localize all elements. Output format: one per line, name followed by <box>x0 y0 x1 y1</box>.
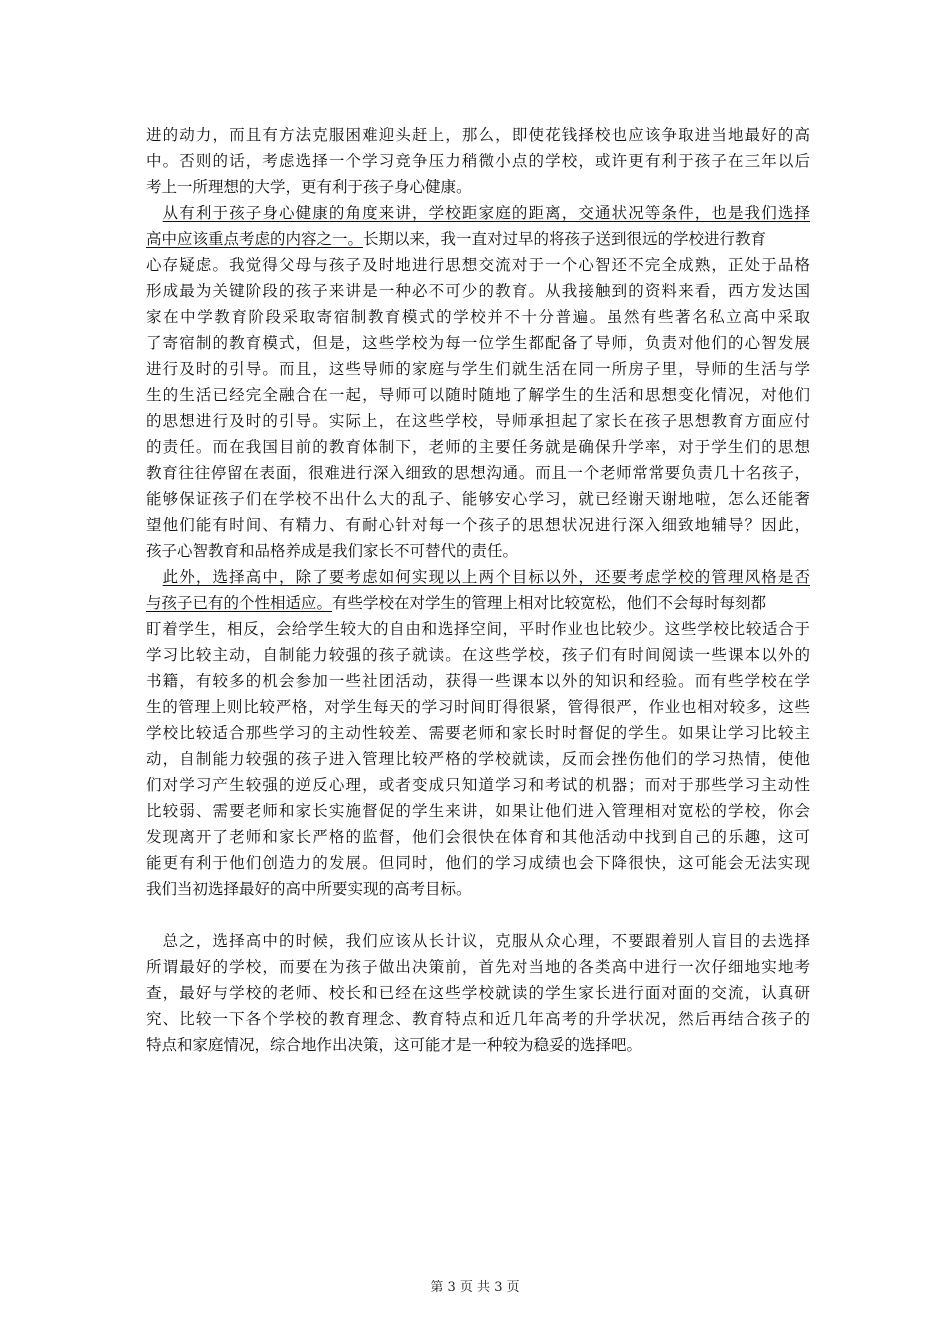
text-line <box>146 564 810 590</box>
underlined-text: 高中应该重点考虑的内容之一。 <box>146 230 364 248</box>
text-line <box>146 590 810 616</box>
text-line: 考上一所理想的大学，更有利于孩子身心健康。 <box>146 178 472 196</box>
text-line: 心存疑虑。我觉得父母与孩子及时地进行思想交流对于一个心智还不完全成熟，正处于品格 <box>146 256 810 274</box>
text-line: 学校比较适合那些学习的主动性较差、需要老师和家长时时督促的学生。如果让学习比较主 <box>146 724 810 742</box>
text-line: 的思想进行及时的引导。实际上，在这些学校，导师承担起了家长在孩子思想教育方面应付 <box>146 412 810 430</box>
text-line <box>146 928 810 954</box>
page-number-footer: 第 3 页 共 3 页 <box>430 1280 520 1295</box>
text-line: 我们当初选择最好的高中所要实现的高考目标。 <box>146 880 472 898</box>
paragraph-continuation <box>146 122 810 200</box>
text-line: 望他们能有时间、有精力、有耐心针对每一个孩子的思想状况进行深入细致地辅导？因此， <box>146 516 810 534</box>
text-segment: 长期以来，我一直对过早的将孩子送到很远的学校进行教育 <box>363 230 767 248</box>
text-line: 孩子心智教育和品格养成是我们家长不可替代的责任。 <box>146 542 519 560</box>
text-line: 教育往往停留在表面，很难进行深入细致的思想沟通。而且一个老师常常要负责几十名孩子， <box>146 464 810 482</box>
text-line: 了寄宿制的教育模式，但是，这些学校为每一位学生都配备了导师，负责对他们的心智发展 <box>146 334 810 352</box>
text-line: 生的管理上则比较严格，对学生每天的学习时间盯得很紧，管得很严，作业也相对较多，这些 <box>146 698 810 716</box>
underlined-text: 从有利于孩子身心健康的角度来讲，学校距家庭的距离，交通状况等条件，也是我们选择 <box>162 204 810 222</box>
text-line: 进的动力，而且有方法克服困难迎头赶上，那么，即使花钱择校也应该争取进当地最好的高 <box>146 126 810 144</box>
text-line: 动，自制能力较强的孩子进入管理比较严格的学校就读，反而会挫伤他们的学习热情，使他 <box>146 750 810 768</box>
text-line: 查，最好与学校的老师、校长和已经在这些学校就读的学生家长进行面对面的交流，认真研 <box>146 984 810 1002</box>
text-line: 学习比较主动，自制能力较强的孩子就读。在这些学校，孩子们有时间阅读一些课本以外的 <box>146 646 810 664</box>
text-line: 特点和家庭情况，综合地作出决策，这可能才是一种较为稳妥的选择吧。 <box>146 1036 643 1054</box>
paragraph-management-style <box>146 564 810 902</box>
text-line: 书籍，有较多的机会参加一些社团活动，获得一些课本以外的知识和经验。而有些学校在学 <box>146 672 810 690</box>
text-line: 生的生活已经完全融合在一起，导师可以随时随地了解学生的生活和思想变化情况，对他们 <box>146 386 810 404</box>
text-line: 比较弱、需要老师和家长实施督促的学生来讲，如果让他们进入管理相对宽松的学校，你会 <box>146 802 810 820</box>
text-line: 的责任。而在我国目前的教育体制下，老师的主要任务就是确保升学率，对于学生们的思想 <box>146 438 810 456</box>
text-line: 究、比较一下各个学校的教育理念、教育特点和近几年高考的升学状况，然后再结合孩子的 <box>146 1010 810 1028</box>
paragraph-distance <box>146 200 810 564</box>
text-line: 家在中学教育阶段采取寄宿制教育模式的学校并不十分普遍。虽然有些著名私立高中采取 <box>146 308 810 326</box>
underlined-text: 与孩子已有的个性相适应。 <box>146 594 333 612</box>
text-line <box>146 226 810 252</box>
underlined-text: 此外，选择高中，除了要考虑如何实现以上两个目标以外，还要考虑学校的管理风格是否 <box>162 568 810 586</box>
text-line: 盯着学生，相反，会给学生较大的自由和选择空间，平时作业也比较少。这些学校比较适合于 <box>146 620 810 638</box>
paragraph-conclusion <box>146 928 810 1058</box>
text-segment: 总之，选择高中的时候，我们应该从长计议，克服从众心理，不要跟着别人盲目的去选择 <box>162 932 810 950</box>
text-line <box>146 200 810 226</box>
text-segment: 有些学校在对学生的管理上相对比较宽松，他们不会每时每刻都 <box>332 594 767 612</box>
text-line: 能够保证孩子们在学校不出什么大的乱子、能够安心学习，就已经谢天谢地啦，怎么还能奢 <box>146 490 810 508</box>
text-line: 发现离开了老师和家长严格的监督，他们会很快在体育和其他活动中找到自己的乐趣，这可 <box>146 828 810 846</box>
text-line: 中。否则的话，考虑选择一个学习竞争压力稍微小点的学校，或许更有利于孩子在三年以后 <box>146 152 810 170</box>
text-line: 们对学习产生较强的逆反心理，或者变成只知道学习和考试的机器；而对于那些学习主动性 <box>146 776 810 794</box>
text-line: 进行及时的引导。而且，这些导师的家庭与学生们就生活在同一所房子里，导师的生活与学 <box>146 360 810 378</box>
text-line: 所谓最好的学校，而要在为孩子做出决策前，首先对当地的各类高中进行一次仔细地实地考 <box>146 958 810 976</box>
text-line: 能更有利于他们创造力的发展。但同时，他们的学习成绩也会下降很快，这可能会无法实现 <box>146 854 810 872</box>
text-line: 形成最为关键阶段的孩子来讲是一种必不可少的教育。从我接触到的资料来看，西方发达国 <box>146 282 810 300</box>
